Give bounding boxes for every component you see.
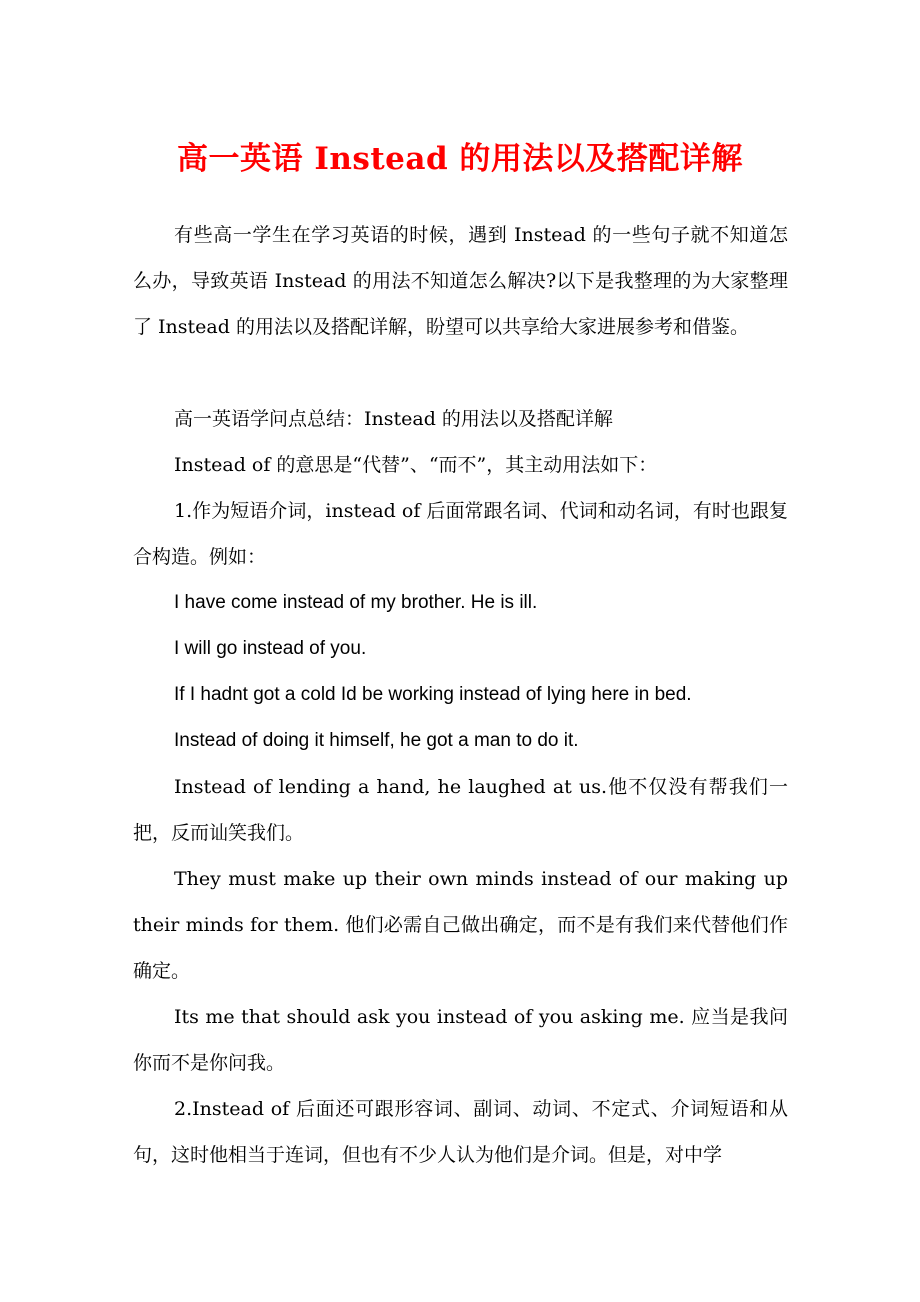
section-heading: 高一英语学问点总结：Instead 的用法以及搭配详解 <box>174 408 613 430</box>
document-body <box>133 212 788 1178</box>
example-sentence: I will go instead of you. <box>174 638 367 659</box>
example-sentence: I have come instead of my brother. He is ill. <box>174 592 538 613</box>
document-title: 高一英语 Instead 的用法以及搭配详解 <box>177 141 743 177</box>
example-sentence: Instead of lending a hand, he laughed at us.他不仅没有帮我们一把，反而讪笑我们。 <box>133 776 788 844</box>
example-sentence: Instead of doing it himself, he got a man to do it. <box>174 730 579 751</box>
example-sentence: If I hadnt got a cold Id be working instead of lying here in bed. <box>174 684 692 705</box>
example-sentence: They must make up their own minds instead of our making up their minds for them. 他们必需自己做出确定，而不是有我们来代替他们作确定。 <box>133 868 788 982</box>
paragraph-spacer <box>133 350 788 396</box>
usage-point-2: 2.Instead of 后面还可跟形容词、副词、动词、不定式、介词短语和从句，这时他相当于连词，但也有不少人认为他们是介词。但是，对中学 <box>133 1098 788 1166</box>
intro-paragraph: 有些高一学生在学习英语的时候，遇到 Instead 的一些句子就不知道怎么办，导致英语 Instead 的用法不知道怎么解决?以下是我整理的为大家整理了 Instead 的用法以及搭配详解，盼望可以共享给大家进展参考和借鉴。 <box>133 224 788 338</box>
example-sentence: Its me that should ask you instead of you asking me. 应当是我问你而不是你问我。 <box>133 1006 788 1074</box>
definition-paragraph: Instead of 的意思是“代替”、“而不”，其主动用法如下： <box>174 454 658 476</box>
usage-point-1: 1.作为短语介词，instead of 后面常跟名词、代词和动名词，有时也跟复合构造。例如： <box>133 500 788 568</box>
